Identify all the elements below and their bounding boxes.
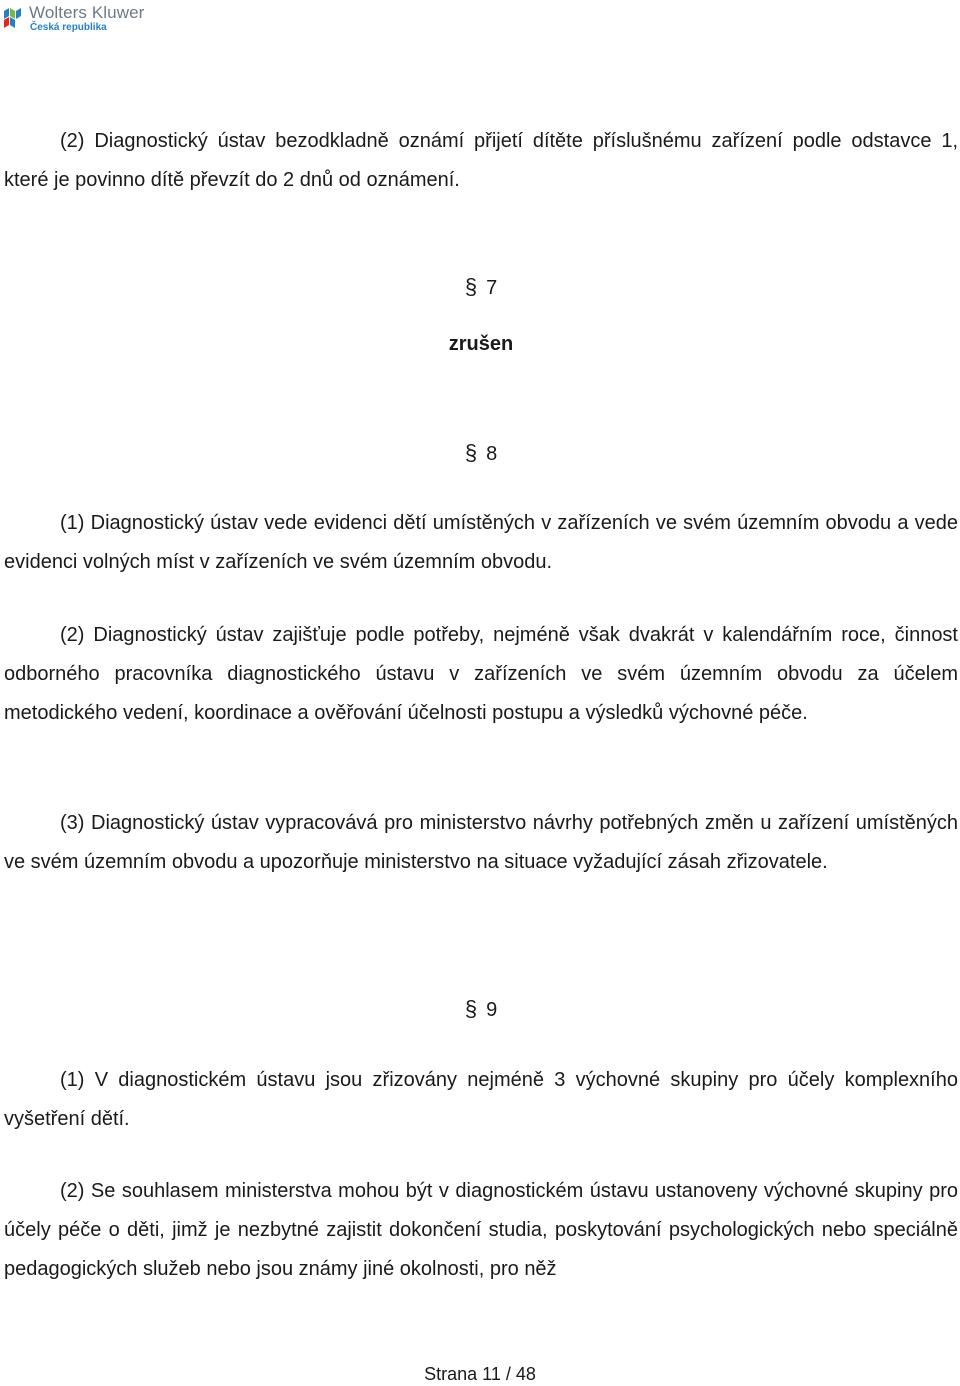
section-symbol: § xyxy=(464,996,478,1021)
wolters-kluwer-logo-icon xyxy=(4,6,24,28)
section-heading-7 xyxy=(4,274,958,301)
brand-logo xyxy=(4,4,144,36)
section-symbol: § xyxy=(464,274,478,299)
section-number: 7 xyxy=(486,277,498,299)
paragraph-8-3: (3) Diagnostický ústav vypracovává pro ministerstvo návrhy potřebných změn u zařízení umístěných ve svém územním obvodu a upozorňuje ministerstvo na situace vyžadující zásah zřizovatele. xyxy=(4,812,958,873)
section-number: 9 xyxy=(486,999,498,1021)
page-footer: Strana 11 / 48 xyxy=(424,1364,536,1384)
section-heading-8 xyxy=(4,440,958,467)
paragraph-9-2: (2) Se souhlasem ministerstva mohou být v diagnostickém ústavu ustanoveny výchovné skupiny pro účely péče o děti, jimž je nezbytné zajistit dokončení studia, poskytování psychologických nebo speciálně pedagogických služeb nebo jsou známy jiné okolnosti, pro něž xyxy=(4,1180,958,1280)
paragraph-8-2: (2) Diagnostický ústav zajišťuje podle potřeby, nejméně však dvakrát v kalendářním roce, činnost odborného pracovníka diagnostického ústavu v zařízeních ve svém územním obvodu za účelem metodického vedení, koordinace a ověřování účelnosti postupu a výsledků výchovné péče. xyxy=(4,624,958,724)
section-number: 8 xyxy=(486,443,498,465)
brand-country: Česká republika xyxy=(30,22,107,33)
paragraph-6-2: (2) Diagnostický ústav bezodkladně oznámí přijetí dítěte příslušnému zařízení podle odstavce 1, které je povinno dítě převzít do 2 dnů od oznámení. xyxy=(4,130,958,191)
section-heading-9 xyxy=(4,996,958,1023)
paragraph-9-1: (1) V diagnostickém ústavu jsou zřizovány nejméně 3 výchovné skupiny pro účely komplexního vyšetření dětí. xyxy=(4,1069,958,1130)
section-7-title: zrušen xyxy=(448,333,514,355)
brand-name: Wolters Kluwer xyxy=(29,3,145,22)
section-symbol: § xyxy=(464,440,478,465)
paragraph-8-1: (1) Diagnostický ústav vede evidenci dětí umístěných v zařízeních ve svém územním obvodu a vede evidenci volných míst v zařízeních ve svém územním obvodu. xyxy=(4,512,958,573)
